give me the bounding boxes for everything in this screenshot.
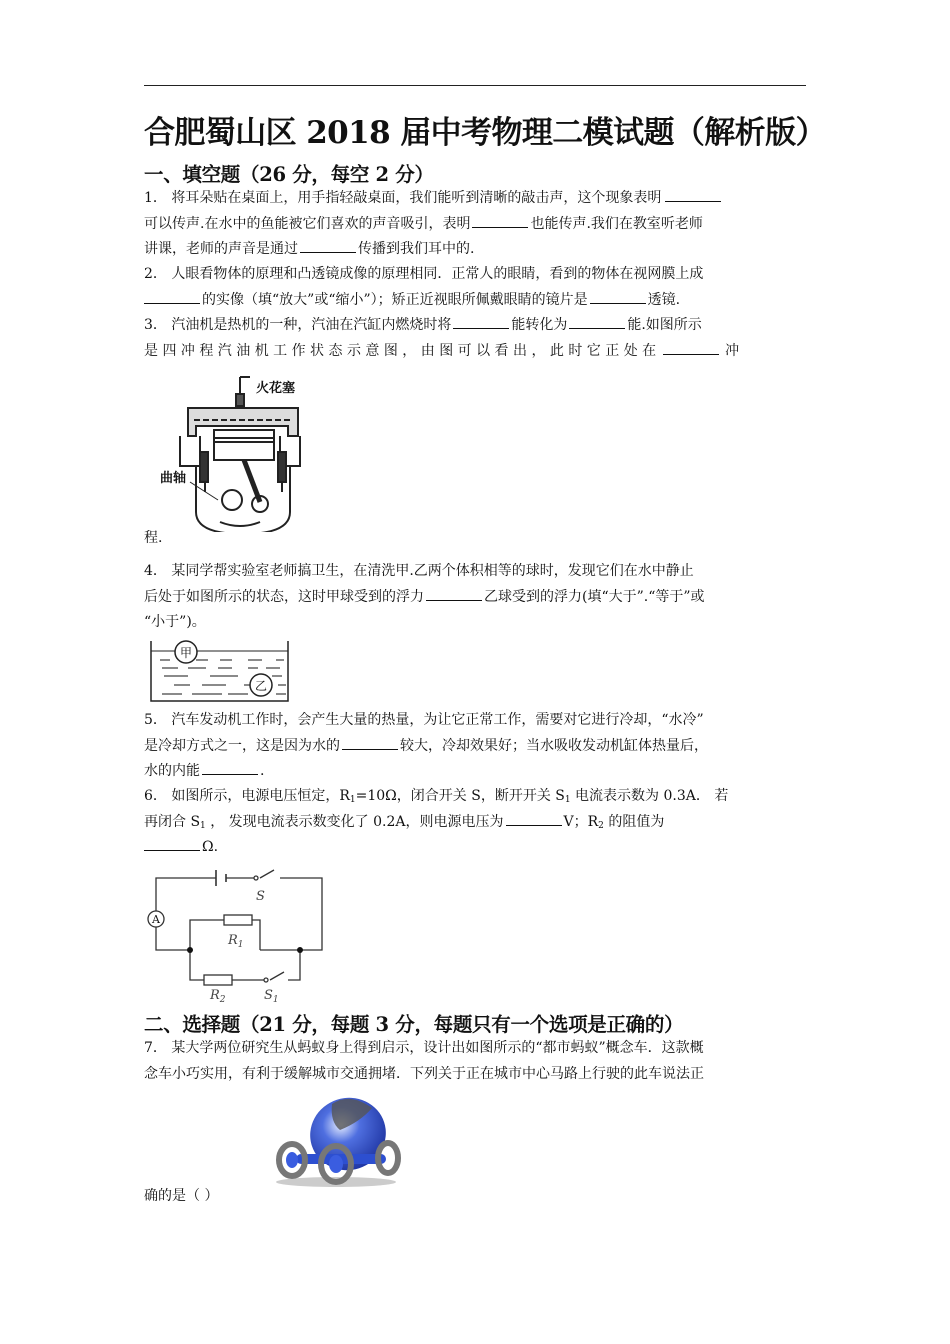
- q6-text: 电流表示数为 0.3A． 若: [570, 788, 729, 804]
- q1-text: 传播到我们耳中的.: [358, 241, 475, 257]
- answer-blank[interactable]: [590, 289, 646, 304]
- q5-text: 较大，冷却效果好；当水吸收发动机缸体热量后，: [400, 737, 708, 754]
- q6-text: 的阻值为: [603, 813, 665, 830]
- q3-text: 冲: [725, 342, 740, 359]
- question-5: [144, 708, 806, 785]
- subscript: 1: [200, 820, 206, 831]
- question-2: [144, 262, 806, 313]
- q6-text: 6． 如图所示，电源电压恒定，R: [144, 788, 350, 804]
- q6-text: ， 发现电流表示数变化了 0.2A，则电源电压为: [205, 813, 504, 830]
- svg-text:R2: $R_2$: [210, 988, 226, 1002]
- circuit-icon: [146, 866, 330, 1002]
- q7-text: 念车小巧实用，有利于缓解城市交通拥堵．下列关于正在城市中心马路上行驶的此车说法正: [144, 1065, 704, 1082]
- q2-text: 2． 人眼看物体的原理和凸透镜成像的原理相同．正常人的眼睛，看到的物体在视网膜上成: [144, 266, 704, 282]
- q4-text: 后处于如图所示的状态，这时甲球受到的浮力: [144, 588, 424, 605]
- answer-blank[interactable]: [426, 586, 482, 601]
- subscript: 1: [564, 795, 571, 805]
- answer-blank[interactable]: [300, 238, 356, 253]
- section-heading-fill-blank: 一、填空题（26 分，每空 2 分）: [144, 163, 434, 186]
- q6-text: V；R: [563, 813, 599, 830]
- section-heading-multiple-choice: 二、选择题（21 分，每题 3 分，每题只有一个选项是正确的）: [144, 1013, 684, 1036]
- answer-blank[interactable]: [663, 340, 719, 355]
- svg-text:S1: $S_1$: [264, 988, 279, 1002]
- circuit-diagram: [146, 866, 330, 1002]
- q5-text: 水的内能: [144, 763, 200, 779]
- svg-text:S: S: [256, 889, 265, 904]
- question-7: [144, 1036, 806, 1087]
- subscript: 1: [349, 795, 356, 805]
- q2-text: 的实像（填“放大”或“缩小”）；矫正近视眼所佩戴眼睛的镜片是: [202, 291, 588, 308]
- question-4: [144, 559, 806, 636]
- question-3: [144, 313, 806, 364]
- q5-text: .: [260, 763, 265, 779]
- question-7-cont: [144, 1184, 806, 1210]
- document-title: 合肥蜀山区 2018 届中考物理二模试题（解析版）: [144, 115, 826, 151]
- subscript: 2: [598, 820, 604, 831]
- q7-text: 7． 某大学两位研究生从蚂蚁身上得到启示，设计出如图所示的“都市蚂蚁”概念车．这款概: [144, 1040, 704, 1056]
- q3-text: 3． 汽油机是热机的一种，汽油在汽缸内燃烧时将: [144, 317, 452, 333]
- q1-text: 也能传声.我们在教室听老师: [530, 215, 703, 232]
- q5-text: 是冷却方式之一，这是因为水的: [144, 737, 340, 754]
- q6-text: 再闭合 S: [144, 813, 201, 830]
- svg-text:火花塞: 火花塞: [256, 381, 296, 396]
- q3-text: 能.如图所示: [627, 317, 702, 333]
- answer-blank[interactable]: [569, 314, 625, 329]
- svg-text:甲: 甲: [179, 646, 193, 660]
- q1-text: 可以传声.在水中的鱼能被它们喜欢的声音吸引，表明: [144, 215, 471, 232]
- q4-text: 4． 某同学帮实验室老师搞卫生，在清洗甲.乙两个体积相等的球时，发现它们在水中静止: [144, 563, 694, 579]
- engine-diagram: [160, 372, 310, 532]
- q4-text: “小于”)。: [144, 614, 206, 630]
- answer-blank[interactable]: [202, 760, 258, 775]
- answer-blank[interactable]: [472, 213, 528, 228]
- answer-blank[interactable]: [665, 187, 721, 202]
- q6-text: =10Ω，闭合开关 S，断开开关 S: [355, 788, 565, 804]
- answer-blank[interactable]: [342, 735, 398, 750]
- buoyancy-diagram: [148, 638, 294, 704]
- car-icon: [266, 1090, 406, 1188]
- concept-car-image: [266, 1090, 406, 1188]
- q3-text: 能转化为: [511, 317, 568, 333]
- q4-text: 乙球受到的浮力(填“大于”.“等于”或: [484, 588, 705, 605]
- q6-text: Ω.: [202, 839, 219, 855]
- four-stroke-engine-icon: [160, 372, 310, 532]
- header-rule: [144, 85, 806, 86]
- q2-text: 透镜.: [647, 291, 681, 308]
- q3-text: 是 四 冲 程 汽 油 机 工 作 状 态 示 意 图 ， 由 图 可 以 看 出 ， 此 时 它 正 处 在: [144, 342, 657, 359]
- svg-text:A: A: [152, 913, 160, 926]
- q5-text: 5． 汽车发动机工作时，会产生大量的热量，为让它正常工作，需要对它进行冷却，“水冷”: [144, 712, 704, 728]
- question-1: [144, 186, 806, 263]
- answer-blank[interactable]: [144, 836, 200, 851]
- svg-text:R1: $R_1$: [228, 933, 244, 950]
- q7-text: 确的是（ ）: [144, 1188, 219, 1204]
- question-3-cont: [144, 526, 806, 552]
- q3-text: 程.: [144, 530, 163, 546]
- svg-text:乙: 乙: [254, 679, 268, 693]
- answer-blank[interactable]: [144, 289, 200, 304]
- answer-blank[interactable]: [506, 811, 562, 826]
- q1-text: 讲课，老师的声音是通过: [144, 241, 298, 257]
- answer-blank[interactable]: [453, 314, 509, 329]
- water-tank-icon: [148, 638, 294, 704]
- q1-text: 1． 将耳朵贴在桌面上，用手指轻敲桌面，我们能听到清晰的敲击声，这个现象表明: [144, 190, 662, 206]
- svg-text:曲轴: 曲轴: [160, 471, 187, 486]
- question-6: [144, 784, 806, 861]
